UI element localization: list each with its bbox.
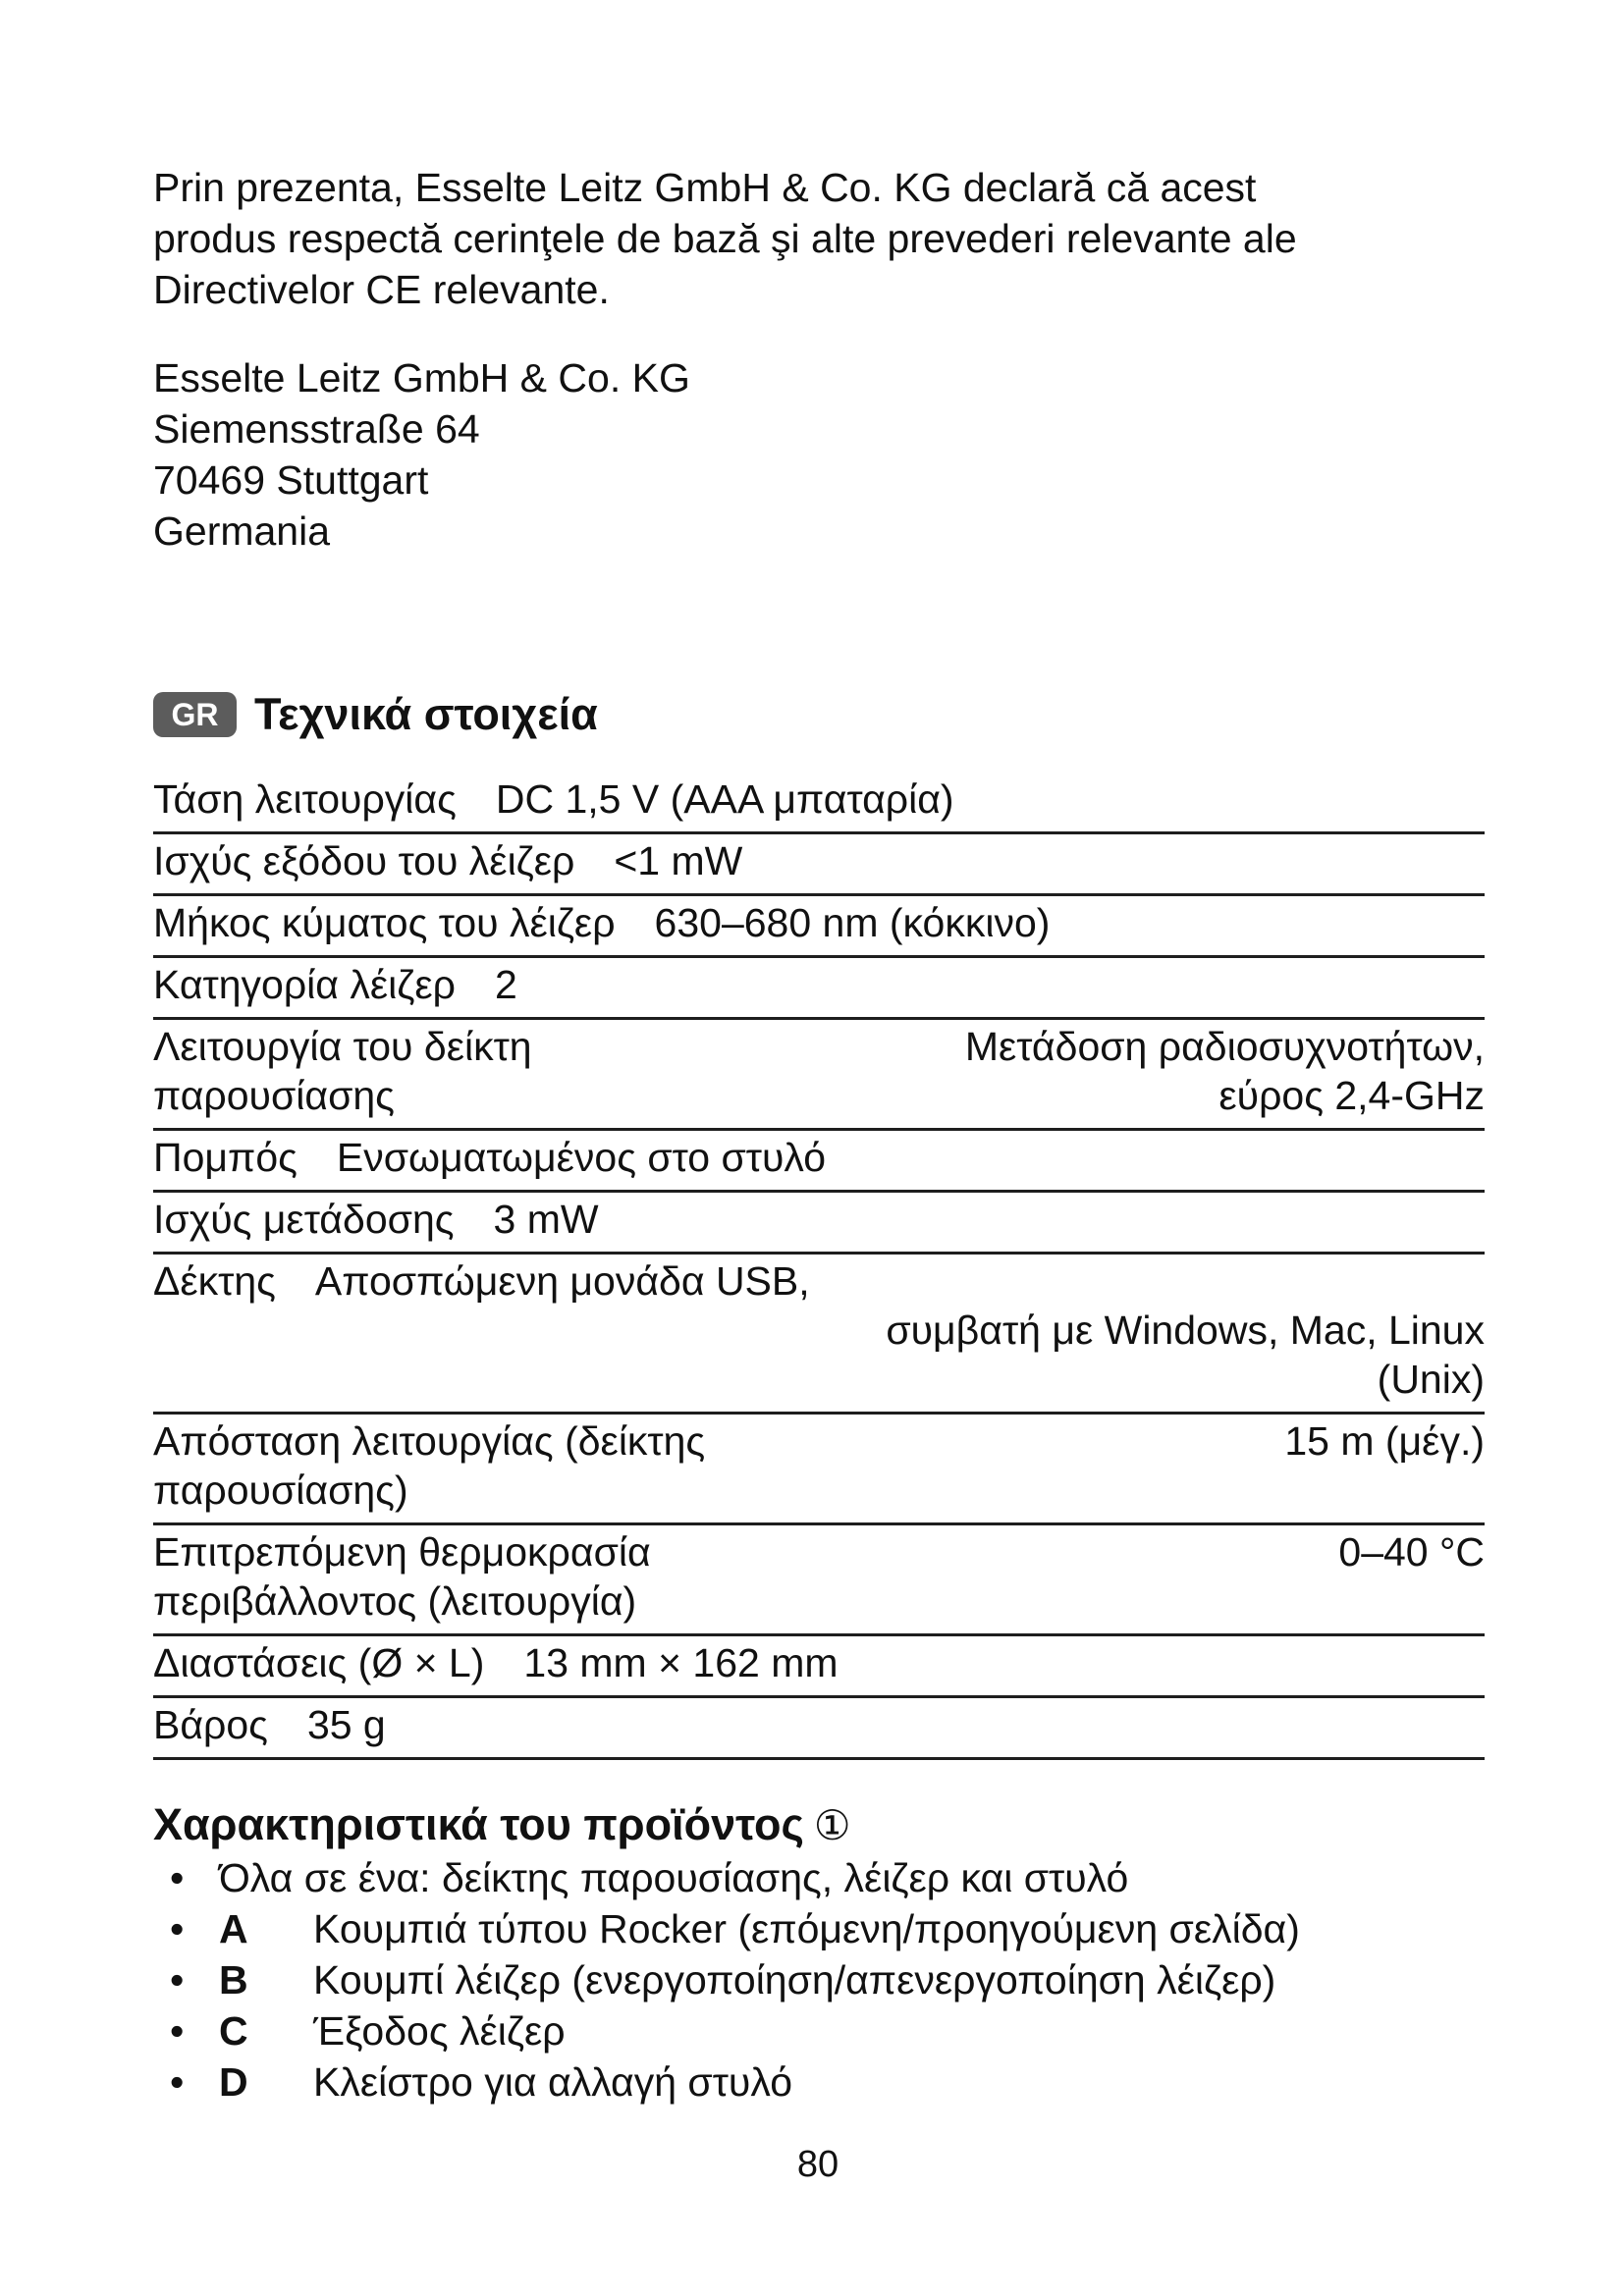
spec-value: 35 g (306, 1702, 386, 1747)
declaration-line: Prin prezenta, Esselte Leitz GmbH & Co. KG declară că acest (153, 165, 1257, 210)
spec-label: Μήκος κύματος του λέιζερ (153, 900, 616, 945)
address-country: Germania (153, 508, 331, 554)
feature-text: Έξοδος λέιζερ (313, 2008, 566, 2054)
declaration-line: Directivelor CE relevante. (153, 267, 610, 312)
spec-label: Δέκτης (153, 1258, 276, 1304)
address-company: Esselte Leitz GmbH & Co. KG (153, 355, 690, 400)
feature-key: A (219, 1906, 248, 1951)
spec-row-dimensions (153, 1636, 1485, 1698)
spec-label (153, 1416, 705, 1515)
manufacturer-address (153, 352, 690, 557)
spec-value (1338, 1527, 1485, 1576)
spec-label-line: Λειτουργία του δείκτη (153, 1024, 532, 1069)
spec-label: Βάρος (153, 1702, 268, 1747)
feature-text: Κλείστρο για αλλαγή στυλό (313, 2059, 793, 2105)
spec-label: Τάση λειτουργίας (153, 776, 457, 822)
spec-row-presenter-function (153, 1020, 1485, 1131)
spec-row-laser-wavelength (153, 896, 1485, 958)
spec-row-transmitter (153, 1131, 1485, 1193)
spec-row-laser-class (153, 958, 1485, 1020)
spec-row-ambient-temperature (153, 1525, 1485, 1636)
spec-value-line: Μετάδοση ραδιοσυχνοτήτων, (964, 1024, 1485, 1069)
page-number: 80 (796, 2144, 839, 2185)
list-item (153, 1852, 1485, 1903)
language-badge: GR (153, 692, 237, 737)
list-item (153, 1954, 1485, 2005)
spec-value-line: 15 m (μέγ.) (1284, 1418, 1485, 1464)
declaration-paragraph (153, 162, 1297, 315)
spec-value: Ενσωματωμένος στο στυλό (336, 1135, 827, 1180)
spec-value: DC 1,5 V (AAA μπαταρία) (495, 776, 954, 822)
spec-value: 13 mm × 162 mm (523, 1640, 839, 1685)
spec-label: Ισχύς μετάδοσης (153, 1197, 455, 1242)
spec-label (153, 1022, 532, 1120)
spec-label-line: περιβάλλοντος (λειτουργία) (153, 1578, 637, 1624)
spec-label (153, 1527, 651, 1626)
spec-row-operating-voltage (153, 773, 1485, 834)
spec-row-transmit-power (153, 1193, 1485, 1255)
spec-value-line: 0–40 °C (1338, 1529, 1485, 1575)
address-street: Siemensstraße 64 (153, 406, 480, 452)
figure-reference: ① (813, 1801, 851, 1849)
spec-value-line: εύρος 2,4-GHz (1218, 1073, 1485, 1118)
spec-row-weight (153, 1698, 1485, 1760)
spec-label: Κατηγορία λέιζερ (153, 962, 456, 1007)
spec-row-operating-distance (153, 1415, 1485, 1525)
spec-value: 3 mW (493, 1197, 599, 1242)
spec-label: Ισχύς εξόδου του λέιζερ (153, 838, 575, 883)
feature-key: B (219, 1957, 248, 2002)
list-item (153, 1903, 1485, 1954)
list-item (153, 2056, 1485, 2108)
feature-text: Κουμπιά τύπου Rocker (επόμενη/προηγούμενη σελίδα) (313, 1906, 1300, 1951)
product-features-list (153, 1852, 1485, 2108)
spec-value: 2 (494, 962, 517, 1007)
spec-value (965, 1022, 1485, 1120)
feature-text: Κουμπί λέιζερ (ενεργοποίηση/απενεργοποίηση λέιζερ) (313, 1957, 1276, 2002)
tech-specs-heading (153, 689, 598, 739)
list-item (153, 2005, 1485, 2056)
product-features-title: Χαρακτηριστικά του προϊόντος (153, 1799, 804, 1849)
spec-value-line: Αποσπώμενη μονάδα USB, (314, 1258, 810, 1304)
feature-text: Όλα σε ένα: δείκτης παρουσίασης, λέιζερ και στυλό (219, 1855, 1129, 1900)
tech-specs-table (153, 773, 1485, 1760)
product-features-heading (153, 1797, 851, 1853)
spec-value-line: (Unix) (1377, 1357, 1485, 1402)
feature-key: C (219, 2008, 248, 2054)
tech-specs-title: Τεχνικά στοιχεία (254, 689, 598, 739)
spec-label: Πομπός (153, 1135, 298, 1180)
address-city: 70469 Stuttgart (153, 457, 429, 503)
spec-value (1284, 1416, 1485, 1466)
feature-key: D (219, 2059, 248, 2105)
spec-value-line: συμβατή με Windows, Mac, Linux (886, 1308, 1485, 1353)
spec-label-line: Απόσταση λειτουργίας (δείκτης (153, 1418, 706, 1464)
spec-value: 630–680 nm (κόκκινο) (654, 900, 1051, 945)
declaration-line: produs respectă cerinţele de bază şi alte prevederi relevante ale (153, 216, 1297, 261)
spec-value-continuation (153, 1306, 1485, 1404)
spec-label-line: παρουσίασης (153, 1073, 395, 1118)
spec-row-laser-output (153, 834, 1485, 896)
spec-label-line: παρουσίασης) (153, 1468, 408, 1513)
spec-value: <1 mW (614, 838, 743, 883)
spec-label: Διαστάσεις (Ø × L) (153, 1640, 485, 1685)
spec-label-line: Επιτρεπόμενη θερμοκρασία (153, 1529, 651, 1575)
spec-row-receiver (153, 1255, 1485, 1415)
